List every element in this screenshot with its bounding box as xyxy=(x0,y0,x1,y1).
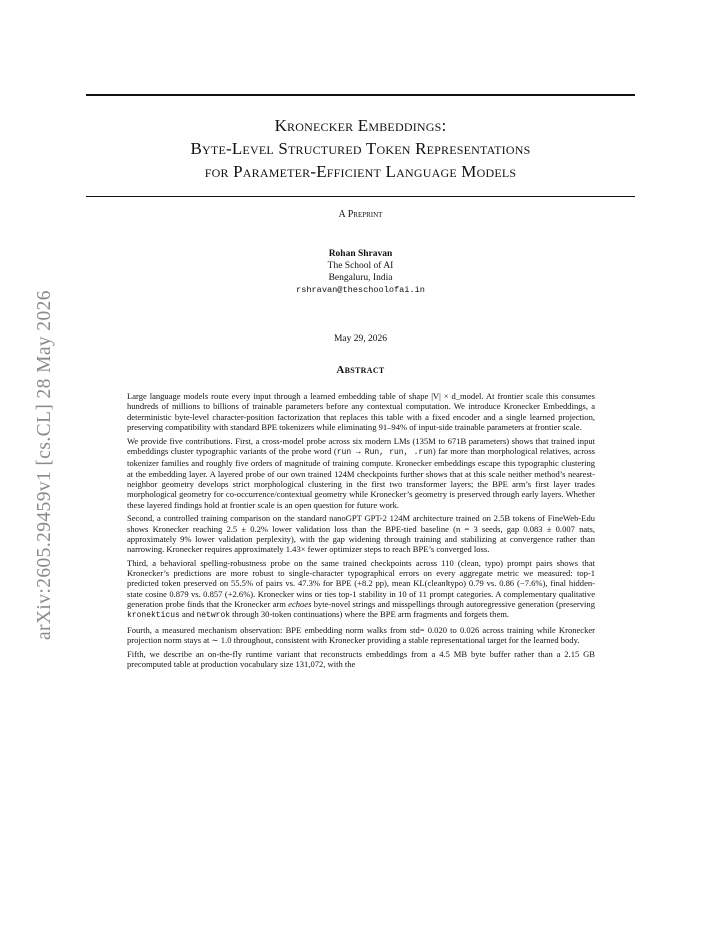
author-email[interactable]: rshravan@theschoolofai.in xyxy=(296,285,425,295)
author-block xyxy=(86,248,635,296)
abstract-p4-text-a: Third, a behavioral spelling-robustness probe on the same trained checkpoints across 110 (clean, typo) prompt pairs shows that Kronecker’s predictions are more robust to single-character typographical errors on every aggregate metric we measured: top-1 predicted token preserved on 55.5% of pairs vs. 47.3% for BPE (+8.2 pp), mean KL(clean‖typo) 0.79 vs. 0.86 (−7.6%), final hidden-state cosine 0.879 vs. 0.857 (+2.6%). Kronecker wins or ties top-1 stability in 10 of 11 prompt categories. A complementary qualitative generation probe finds that the Kronecker arm xyxy=(127,557,595,610)
abstract-p2-text-c: ) far more than morphological relatives, across tokenizer families and roughly five orders of magnitude of training compute. Kronecker embeddings escape this typographic clustering at the embedding layer. A layered probe of our own trained 124M checkpoints further shows that at this scale neither method’s nearest-neighbor geometry develops strict morphological clustering in the first two transformer layers; the BPE arm’s first layer trades morphological geometry for co-occurrence/contextual geometry while Kronecker’s geometry is preserved through early layers. Whether these layered findings hold at frontier scale is an open question for future work. xyxy=(127,445,595,510)
abstract-p4-text-d: through 30-token continuations) where the BPE arm fragments and forgets them. xyxy=(230,609,510,620)
example-misspelling-2: netwrok xyxy=(196,611,231,621)
abstract-paragraph-3: Second, a controlled training comparison on the standard nanoGPT GPT-2 124M architecture trained on 2.5B tokens of FineWeb-Edu shows Kronecker reaching 2.5 ± 0.2% lower validation loss than the BPE-tied baseline (n = 3 seeds, gap 0.083 ± 0.007 nats, approximately 9% lower validation perplexity), with the gap widening through training and stabilizing at convergence rather than narrowing. Kronecker requires approximately 1.43× fewer optimizer steps to reach BPE’s converged loss. xyxy=(127,513,595,555)
probe-word: run xyxy=(336,447,352,457)
abstract-p2-arrow: → xyxy=(351,445,365,456)
abstract-p2-text-a: We provide five contributions. First, a cross-model probe across six modern LMs (135M to 671B parameters) shows that trained input embeddings cluster typographic variants of the probe word ( xyxy=(127,435,595,456)
author-affiliation: The School of AI xyxy=(327,261,394,271)
author-location: Bengaluru, India xyxy=(328,273,393,283)
arxiv-stamp: arXiv:2605.29459v1 [cs.CL] 28 May 2026 xyxy=(34,290,55,640)
title-line-3: for Parameter-Efficient Language Models xyxy=(204,162,517,181)
abstract-paragraph-1: Large language models route every input through a learned embedding table of shape |V| × d_model. At frontier scale this consumes hundreds of millions to billions of trainable parameters before any contextual computation. We introduce Kronecker Embeddings, a deterministic byte-level character-position factorization that replaces this table with a fixed encoder and a single learned projection, preserving compatibility with standard BPE tokenizers while eliminating 91–94% of input-side trainable parameters at frontier scale. xyxy=(127,391,595,433)
title-top-rule xyxy=(86,94,635,96)
abstract-paragraph-2 xyxy=(127,436,595,510)
title-line-1: Kronecker Embeddings: xyxy=(274,116,447,135)
abstract-p4-text-c: and xyxy=(179,609,197,620)
abstract-paragraph-5: Fourth, a measured mechanism observation: BPE embedding norm walks from std= 0.020 to 0.026 across training while Kronecker projection norm stays at ∼ 1.0 throughout, consistent with Kronecker providing a stable representational target for the learned body. xyxy=(127,624,595,646)
paper-date: May 29, 2026 xyxy=(333,334,388,344)
author-name: Rohan Shravan xyxy=(328,249,393,259)
abstract-paragraph-6: Fifth, we describe an on-the-fly runtime variant that reconstructs embeddings from a 4.5 MB byte buffer rather than a 2.15 GB precomputed table at production vocabulary size 131,072, with the xyxy=(127,648,595,670)
abstract-p4-emphasis: echoes xyxy=(288,599,312,610)
abstract-p4-text-b: byte-novel strings and misspellings through autoregressive generation (preserving xyxy=(311,599,595,610)
example-misspelling-1: kronekticus xyxy=(127,611,180,621)
abstract-paragraph-4 xyxy=(127,558,595,622)
title-line-2: Byte-Level Structured Token Representations xyxy=(190,139,531,158)
title-bottom-rule xyxy=(86,196,635,197)
preprint-label: A Preprint xyxy=(338,209,383,220)
abstract-heading: Abstract xyxy=(336,364,385,376)
abstract-body xyxy=(127,391,595,673)
paper-title xyxy=(86,114,635,183)
probe-variants: Run, run, .run xyxy=(364,447,433,457)
